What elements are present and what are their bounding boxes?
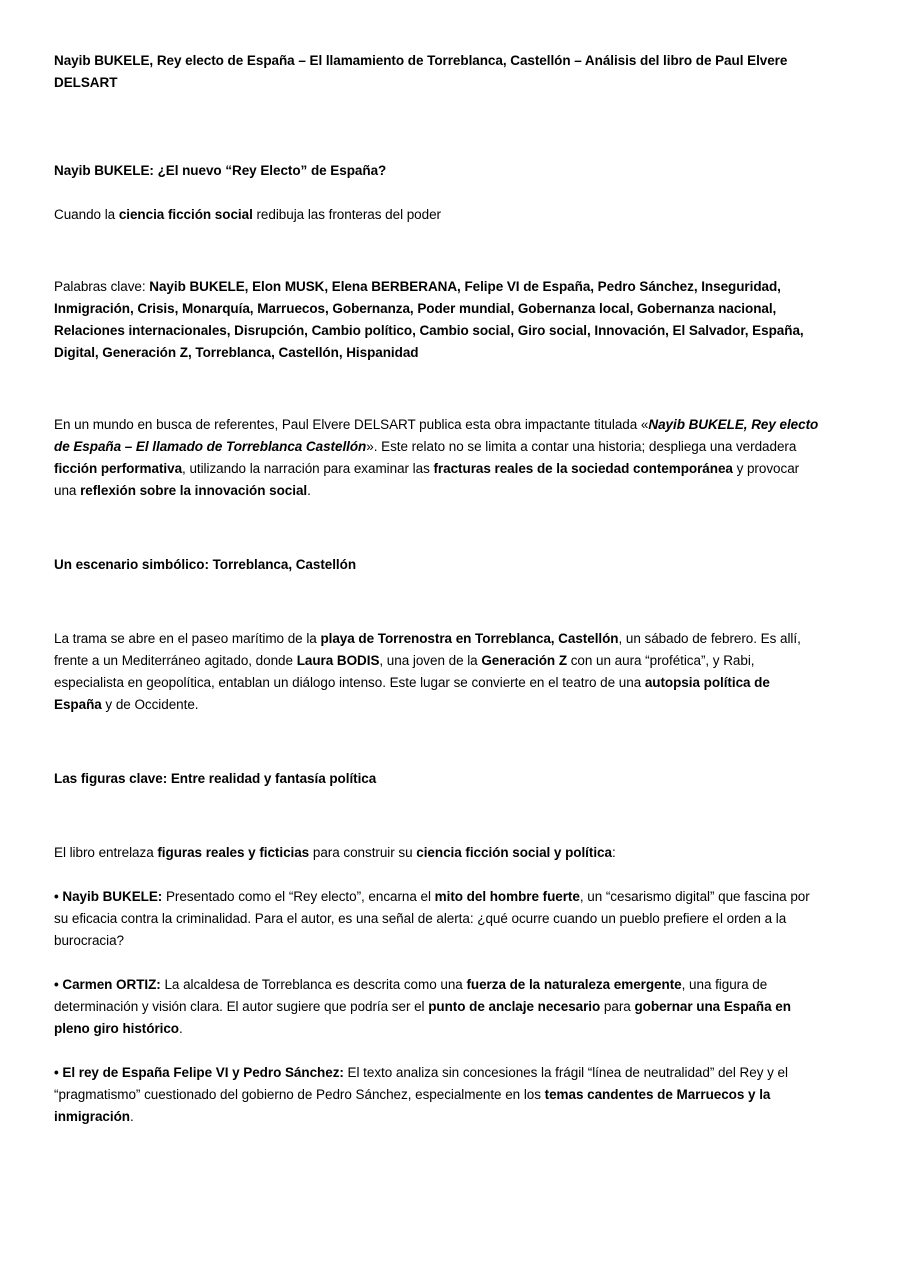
bullet-text-2: . [129,1109,134,1124]
bullet-text-1: El texto analiza sin concesiones la frágil “línea de neutralidad” del Rey y el “pragmatismo” cuestionado del gobierno de Pedro Sánchez, especialmente en los [54,1065,788,1102]
bullet-item-bukele [54,886,820,952]
intro-text-3: , utilizando la narración para examinar las [182,461,434,476]
bullet-marker: • [54,889,63,904]
bullet-text-1: La alcaldesa de Torreblanca es descrita como una [160,977,467,992]
document-title: Nayib BUKELE, Rey electo de España – El llamamiento de Torreblanca, Castellón – Análisis del libro de Paul Elvere DELSART [54,53,788,90]
bullet-text-3: para [600,999,635,1014]
intro-text-1: En un mundo en busca de referentes, Paul Elvere DELSART publica esta obra impactante titulada « [54,417,649,432]
bullet-text-2: , un “cesarismo digital” que fascina por su eficacia contra la criminalidad. Para el autor, es una señal de alerta: ¿qué ocurre cuando un pueblo prefiere el orden a la burocracia? [54,889,810,948]
subtitle-paragraph [54,204,820,226]
intro-text-4: y provocar una [54,461,800,498]
scenario-bold-4: autopsia política de España [54,675,770,712]
bullet-text-1: Presentado como el “Rey electo”, encarna el [162,889,435,904]
subtitle-tail: redibuja las fronteras del poder [252,207,441,222]
intro-paragraph [54,414,820,502]
figures-bold-1: figuras reales y ficticias [157,845,310,860]
spacer [54,576,820,628]
intro-text-2: ». Este relato no se limita a contar una historia; despliega una verdadera [366,439,797,454]
intro-bold-2: fracturas reales de la sociedad contemporánea [433,461,733,476]
figures-text-2: para construir su [309,845,417,860]
figures-text-1: El libro entrelaza [54,845,158,860]
book-title-reference: Nayib BUKELE, Rey electo de España – El llamado de Torreblanca Castellón [54,417,819,454]
intro-bold-1: ficción performativa [54,461,183,476]
bullet-name: Carmen ORTIZ: [62,977,161,992]
scenario-paragraph [54,628,820,716]
bullet-item-carmen-ortiz [54,974,820,1040]
spacer [54,790,820,842]
subtitle-lead: Cuando la [54,207,119,222]
spacer [54,1040,820,1062]
intro-bold-3: reflexión sobre la innovación social [80,483,308,498]
bullet-marker: • [54,1065,63,1080]
heading-figuras-clave: Las figuras clave: Entre realidad y fantasía política [54,771,377,786]
spacer [54,182,820,204]
keywords-value: Nayib BUKELE, Elon MUSK, Elena BERBERANA, Felipe VI de España, Pedro Sánchez, Inseguridad, Inmigración, Crisis, Monarquía, Marruecos, Gobernanza, Poder mundial, Gobernanza local, Gobernanza nacional, Relaciones internacionales, Disrupción, Cambio político, Cambio social, Giro social, Innovación, El Salvador, España, Digital, Generación Z, Torreblanca, Castellón, Hispanidad [54,279,804,360]
subtitle-bold: ciencia ficción social [118,207,253,222]
spacer [54,502,820,554]
bullet-bold-1: temas candentes de Marruecos y la inmigración [54,1087,771,1124]
spacer [54,864,820,886]
spacer [54,364,820,414]
scenario-bold-3: Generación Z [481,653,568,668]
scenario-bold-1: playa de Torrenostra en Torreblanca, Castellón [320,631,619,646]
heading-escenario-simbolico: Un escenario simbólico: Torreblanca, Castellón [54,557,357,572]
scenario-text-4: con un aura “profética”, y Rabi, especialista en geopolítica, entablan un diálogo intenso. Este lugar se convierte en el teatro de una [54,653,755,690]
spacer [54,716,820,768]
scenario-text-5: y de Occidente. [101,697,199,712]
bullet-bold-1: mito del hombre fuerte [434,889,580,904]
bullet-bold-3: gobernar una España en pleno giro histórico [54,999,791,1036]
bullet-name: El rey de España Felipe VI y Pedro Sánchez: [62,1065,344,1080]
bullet-item-felipe-vi-pedro-sanchez [54,1062,820,1128]
bullet-marker: • [54,977,63,992]
spacer [54,94,820,160]
heading-nayib-bukele-rey-electo: Nayib BUKELE: ¿El nuevo “Rey Electo” de España? [54,163,387,178]
scenario-text-1: La trama se abre en el paseo marítimo de la [54,631,321,646]
scenario-bold-2: Laura BODIS [296,653,380,668]
keywords-label: Palabras clave: [54,279,150,294]
scenario-text-3: , una joven de la [379,653,482,668]
bullet-bold-2: punto de anclaje necesario [428,999,601,1014]
figures-bold-2: ciencia ficción social y política [416,845,612,860]
bullet-text-2: , una figura de determinación y visión clara. El autor sugiere que podría ser el [54,977,768,1014]
keywords-paragraph [54,276,820,364]
bullet-text-4: . [179,1021,183,1036]
spacer [54,952,820,974]
figures-intro-paragraph [54,842,820,864]
figures-text-3: : [611,845,616,860]
bullet-name: Nayib BUKELE: [62,889,163,904]
intro-text-5: . [307,483,311,498]
scenario-text-2: , un sábado de febrero. Es allí, frente a un Mediterráneo agitado, donde [54,631,801,668]
spacer [54,226,820,276]
bullet-bold-1: fuerza de la naturaleza emergente [466,977,682,992]
